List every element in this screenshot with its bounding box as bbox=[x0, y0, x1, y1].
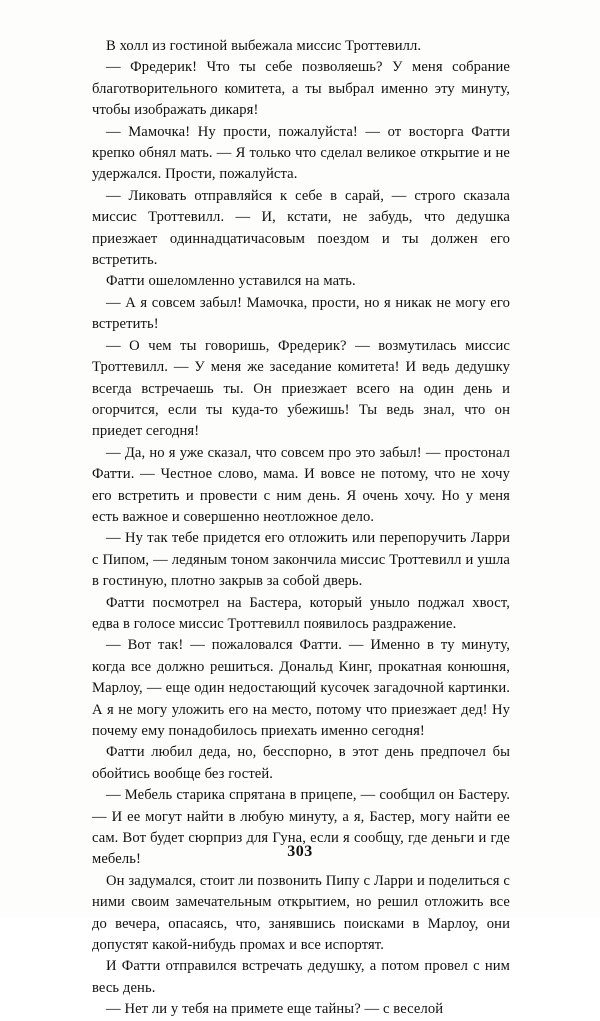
paragraph: — Мамочка! Ну прости, пожалуйста! — от восторга Фатти крепко обнял мать. — Я только что сделал великое открытие и не удержался. Прости, пожалуйста. bbox=[92, 123, 510, 183]
paragraph: — Нет ли у тебя на примете еще тайны? — с веселой bbox=[106, 1001, 444, 1018]
page-body-text bbox=[92, 36, 510, 1021]
paragraph: — А я совсем забыл! Мамочка, прости, но я никак не могу его встретить! bbox=[92, 294, 510, 333]
paragraph: Фатти посмотрел на Бастера, который уныло поджал хвост, едва в голосе миссис Троттевилл появилось раздражение. bbox=[92, 594, 510, 632]
paragraph: — Мебель старика спрятана в прицепе, — сообщил он Бастеру. — И ее могут найти в любую минуту, а я, Бастер, могу найти ее сам. Вот будет сюрприз для Гуна, если я сообщу, где деньги и где мебель! bbox=[92, 787, 510, 868]
page-number: 303 bbox=[287, 843, 313, 860]
paragraph: И Фатти отправился встречать дедушку, а потом провел с ним весь день. bbox=[92, 958, 510, 996]
paragraph: — Ну так тебе придется его отложить или перепоручить Ларри с Пипом, — ледяным тоном закончила миссис Троттевилл и ушла в гостиную, плотно закрыв за собой дверь. bbox=[92, 530, 510, 590]
paragraph: — Ликовать отправляйся к себе в сарай, — строго сказала миссис Троттевилл. — И, кстати, не забудь, что дедушка приезжает одиннадцатичасовым поездом и ты должен его встретить. bbox=[92, 187, 510, 269]
paragraph: — Вот так! — пожаловался Фатти. — Именно в ту минуту, когда все должно решиться. Дональд Кинг, прокатная конюшня, Марлоу, — еще один недостающий кусочек загадочной картинки. А я не могу уложить его на место, потому что приезжает дед! Ну почему ему понадобилось приехать именно сегодня! bbox=[92, 637, 510, 739]
paragraph: — О чем ты говоришь, Фредерик? — возмутилась миссис Троттевилл. — У меня же заседание комитета! И ведь дедушку всегда встречаешь ты. Он приезжает всего на один день и огорчится, если ты куда-то убежишь! Ты ведь знал, что он приедет сегодня! bbox=[92, 337, 510, 440]
paragraph: Фатти любил деда, но, бесспорно, в этот день предпочел бы обойтись вообще без гостей. bbox=[92, 744, 510, 782]
paragraph: Он задумался, стоит ли позвонить Пипу с Ларри и поделиться с ними своим замечательным открытием, но решил отложить все до вечера, опасаясь, что, занявшись поисками в Марлоу, они допустят какой-нибудь промах и все испортят. bbox=[92, 872, 510, 954]
paragraph: Фатти ошеломленно уставился на мать. bbox=[106, 273, 356, 290]
paragraph: — Фредерик! Что ты себе позволяешь? У меня собрание благотворительного комитета, а ты выбрал именно эту минуту, чтобы изображать дикаря! bbox=[92, 59, 510, 119]
paragraph: В холл из гостиной выбежала миссис Троттевилл. bbox=[106, 38, 422, 54]
paragraph: — Да, но я уже сказал, что совсем про это забыл! — простонал Фатти. — Честное слово, мама. И вовсе не потому, что не хочу его встретить и провести с ним день. Я очень хочу. Но у меня есть важное и совершенно неотложное дело. bbox=[92, 444, 510, 525]
